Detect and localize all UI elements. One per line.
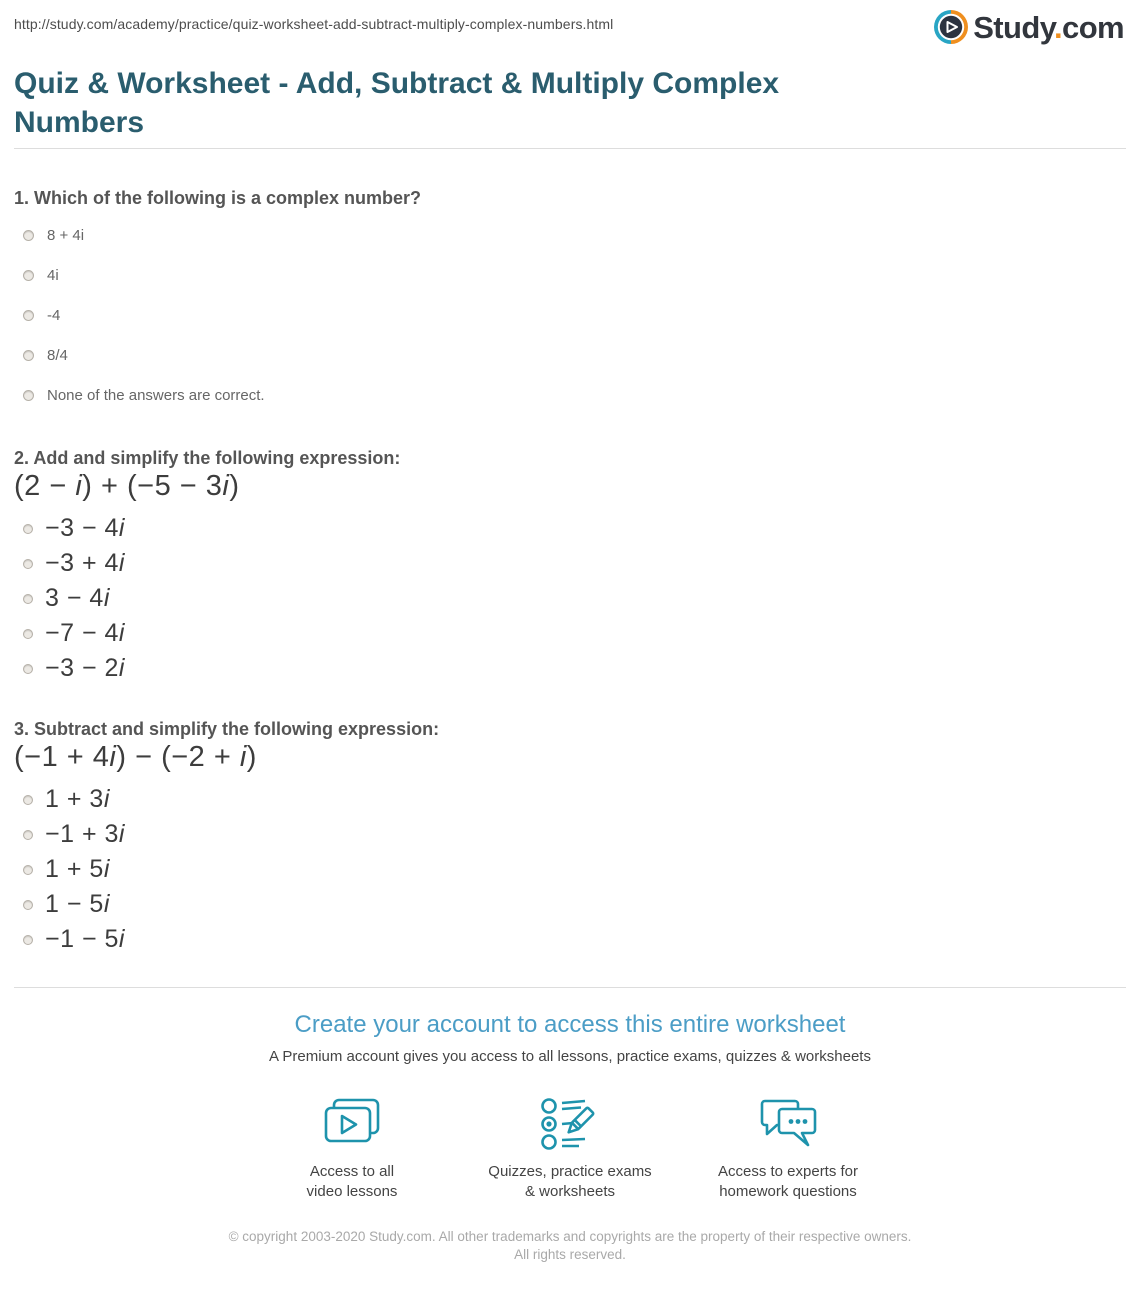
- option-label: 8 + 4i: [47, 226, 85, 244]
- answer-option[interactable]: [14, 335, 1126, 375]
- answer-option[interactable]: [14, 651, 1126, 686]
- option-label: -4: [47, 306, 61, 324]
- feature-label: Access to experts for homework questions: [717, 1163, 859, 1200]
- option-label: 3 − 4i: [45, 584, 110, 612]
- cta-subheading: A Premium account gives you access to all lessons, practice exams, quizzes & worksheets: [269, 1048, 871, 1065]
- answer-option[interactable]: [14, 616, 1126, 651]
- feature-quizzes-worksheets: [461, 1095, 679, 1202]
- feature-video-lessons: [243, 1095, 461, 1202]
- answer-options: [14, 215, 1126, 415]
- option-label: −1 − 5i: [45, 925, 125, 953]
- option-label: 4i: [47, 266, 59, 284]
- option-label: −7 − 4i: [45, 619, 125, 647]
- question-prompt: 3. Subtract and simplify the following expression:: [14, 719, 440, 739]
- video-lessons-icon: [320, 1095, 384, 1157]
- radio-button[interactable]: [23, 900, 33, 910]
- answer-options: [14, 782, 1126, 957]
- answer-option[interactable]: [14, 581, 1126, 616]
- studycom-logo[interactable]: [934, 10, 1124, 44]
- feature-label: Quizzes, practice exams & worksheets: [488, 1163, 652, 1200]
- radio-button[interactable]: [23, 664, 33, 674]
- cta-heading[interactable]: Create your account to access this entire worksheet: [294, 1011, 846, 1038]
- answer-options: [14, 511, 1126, 686]
- question-prompt: 2. Add and simplify the following expression:: [14, 448, 401, 468]
- question-expression: (−1 + 4i) − (−2 + i): [14, 741, 257, 773]
- answer-option[interactable]: [14, 782, 1126, 817]
- feature-homework-experts: [679, 1095, 897, 1202]
- url-text: http://study.com/academy/practice/quiz-worksheet-add-subtract-multiply-complex-numbers.html: [14, 16, 614, 32]
- answer-option[interactable]: [14, 295, 1126, 335]
- radio-button[interactable]: [23, 935, 33, 945]
- features-row: [14, 1095, 1126, 1202]
- question-expression: (2 − i) + (−5 − 3i): [14, 470, 240, 502]
- option-label: 1 + 3i: [45, 785, 110, 813]
- question-3: [14, 718, 1126, 957]
- radio-button[interactable]: [23, 830, 33, 840]
- radio-button[interactable]: [23, 865, 33, 875]
- question-prompt: 1. Which of the following is a complex number?: [14, 188, 422, 208]
- chat-bubbles-icon: [755, 1095, 821, 1157]
- option-label: −3 + 4i: [45, 549, 125, 577]
- quiz-pencil-icon: [538, 1095, 602, 1157]
- feature-label: Access to all video lessons: [306, 1163, 398, 1200]
- answer-option[interactable]: [14, 215, 1126, 255]
- logo-play-icon: [934, 10, 968, 44]
- answer-option[interactable]: [14, 375, 1126, 415]
- answer-option[interactable]: [14, 546, 1126, 581]
- radio-button[interactable]: [23, 795, 33, 805]
- radio-button[interactable]: [23, 230, 34, 241]
- copyright-text: © copyright 2003-2020 Study.com. All other trademarks and copyrights are the property of their respective owners. All rights reserved.: [228, 1229, 912, 1262]
- answer-option[interactable]: [14, 511, 1126, 546]
- answer-option[interactable]: [14, 852, 1126, 887]
- option-label: 1 + 5i: [45, 855, 110, 883]
- option-label: 1 − 5i: [45, 890, 110, 918]
- radio-button[interactable]: [23, 629, 33, 639]
- logo-text: Study.com: [973, 9, 1124, 45]
- radio-button[interactable]: [23, 310, 34, 321]
- radio-button[interactable]: [23, 270, 34, 281]
- option-label: None of the answers are correct.: [47, 386, 265, 404]
- page-title: Quiz & Worksheet - Add, Subtract & Multiply Complex Numbers: [14, 67, 780, 139]
- option-label: 8/4: [47, 346, 68, 364]
- radio-button[interactable]: [23, 594, 33, 604]
- answer-option[interactable]: [14, 255, 1126, 295]
- radio-button[interactable]: [23, 524, 33, 534]
- answer-option[interactable]: [14, 887, 1126, 922]
- option-label: −3 − 2i: [45, 654, 125, 682]
- radio-button[interactable]: [23, 390, 34, 401]
- question-2: [14, 447, 1126, 686]
- cta-section: [14, 987, 1126, 1202]
- answer-option[interactable]: [14, 817, 1126, 852]
- title-divider: [14, 148, 1126, 149]
- answer-option[interactable]: [14, 922, 1126, 957]
- page-header: [0, 0, 1140, 44]
- option-label: −1 + 3i: [45, 820, 125, 848]
- option-label: −3 − 4i: [45, 514, 125, 542]
- radio-button[interactable]: [23, 559, 33, 569]
- radio-button[interactable]: [23, 350, 34, 361]
- question-1: [14, 187, 1126, 415]
